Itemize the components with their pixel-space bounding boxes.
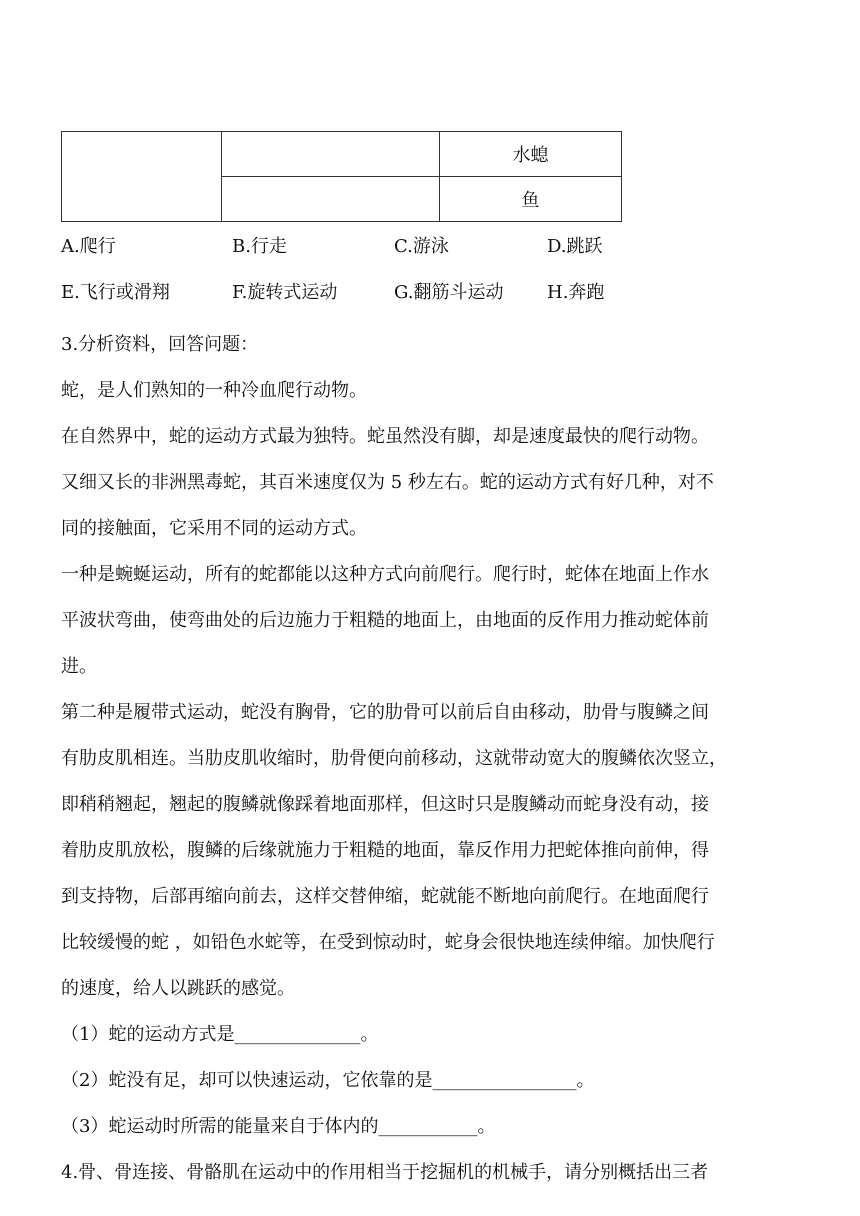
passage-line: 同的接触面，它采用不同的运动方式。 xyxy=(61,518,367,539)
option-f: F.旋转式运动 xyxy=(232,282,338,303)
option-d: D.跳跃 xyxy=(547,236,603,257)
passage-line: 在自然界中，蛇的运动方式最为独特。蛇虽然没有脚，却是速度最快的爬行动物。 xyxy=(61,426,709,447)
sub-question-3: （3）蛇运动时所需的能量来自于体内的___________。 xyxy=(61,1116,496,1137)
sub-question-1: （1）蛇的运动方式是______________。 xyxy=(61,1024,379,1045)
option-g: G.翻筋斗运动 xyxy=(394,282,504,303)
passage-line: 进。 xyxy=(61,656,97,677)
passage-line: 的速度，给人以跳跃的感觉。 xyxy=(61,978,295,999)
passage-line: 又细又长的非洲黑毒蛇，其百米速度仅为 5 秒左右。蛇的运动方式有好几种，对不 xyxy=(61,472,714,493)
classification-table xyxy=(61,131,622,222)
table-cell xyxy=(222,177,440,222)
option-c: C.游泳 xyxy=(394,236,449,257)
question-3-heading: 3.分析资料，回答问题： xyxy=(61,334,259,355)
question-4-heading: 4.骨、骨连接、骨骼肌在运动中的作用相当于挖掘机的机械手，请分别概括出三者 xyxy=(61,1162,709,1183)
option-b: B.行走 xyxy=(232,236,287,257)
passage-line: 即稍稍翘起，翘起的腹鳞就像踩着地面那样，但这时只是腹鳞动而蛇身没有动，接 xyxy=(61,794,709,815)
passage-line: 一种是蜿蜒运动，所有的蛇都能以这种方式向前爬行。爬行时，蛇体在地面上作水 xyxy=(61,564,709,585)
table-cell xyxy=(222,132,440,177)
passage-line: 到支持物，后部再缩向前去，这样交替伸缩，蛇就能不断地向前爬行。在地面爬行 xyxy=(61,886,709,907)
table-cell-merged xyxy=(62,132,222,222)
sub-question-2: （2）蛇没有足，却可以快速运动，它依靠的是________________。 xyxy=(61,1070,595,1091)
options-row xyxy=(61,232,821,278)
passage-line: 着肋皮肌放松，腹鳞的后缘就施力于粗糙的地面，靠反作用力把蛇体推向前伸，得 xyxy=(61,840,709,861)
passage-line: 有肋皮肌相连。当肋皮肌收缩时，肋骨便向前移动，这就带动宽大的腹鳞依次竖立， xyxy=(61,748,727,769)
options-row xyxy=(61,278,821,324)
option-e: E.飞行或滑翔 xyxy=(61,282,170,303)
question-body xyxy=(61,322,801,1196)
table-cell-animal: 水螅 xyxy=(440,132,622,177)
table-cell-animal: 鱼 xyxy=(440,177,622,222)
answer-options xyxy=(61,232,821,324)
option-a: A.爬行 xyxy=(61,236,116,257)
passage-line: 比较缓慢的蛇 ，如铅色水蛇等，在受到惊动时，蛇身会很快地连续伸缩。加快爬行 xyxy=(61,932,715,953)
passage-line: 蛇，是人们熟知的一种冷血爬行动物。 xyxy=(61,380,367,401)
passage-line: 第二种是履带式运动，蛇没有胸骨，它的肋骨可以前后自由移动，肋骨与腹鳞之间 xyxy=(61,702,709,723)
table-row xyxy=(62,132,622,177)
passage-line: 平波状弯曲，使弯曲处的后边施力于粗糙的地面上，由地面的反作用力推动蛇体前 xyxy=(61,610,709,631)
option-h: H.奔跑 xyxy=(547,282,605,303)
